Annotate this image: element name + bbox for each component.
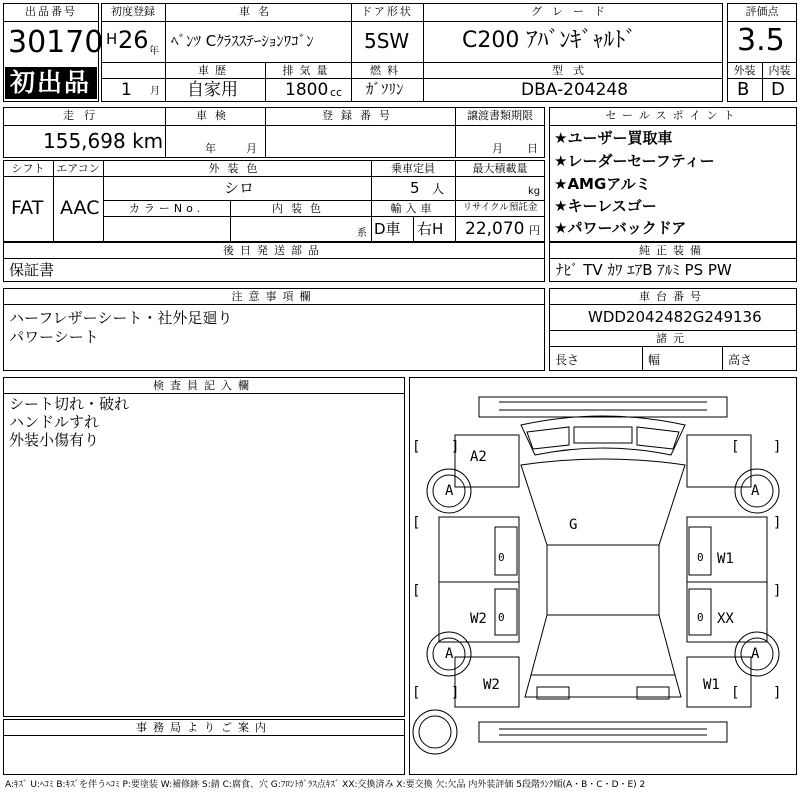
damage-mark-w1-right: W1	[717, 551, 734, 567]
genuine-equipment-label: 純正装備	[639, 244, 707, 257]
damage-mark-left-mid: 0	[498, 611, 505, 624]
car-name-label: 車名	[239, 5, 277, 18]
first-listing-text: 初出品	[10, 68, 92, 97]
damage-mark-w2-left: W2	[470, 611, 487, 627]
recycle-label: リサイクル預託金	[462, 202, 538, 213]
inspection-month-unit: 月	[246, 142, 257, 155]
inspector-label: 検査員記入欄	[153, 379, 255, 392]
capacity: 5	[410, 179, 420, 197]
reg-number-label: 登録番号	[322, 109, 398, 122]
mileage: 155,698 km	[43, 129, 164, 153]
displacement-label: 排気量	[282, 64, 334, 77]
exterior-label: 外装	[733, 64, 756, 77]
bracket-marker: [	[412, 439, 421, 455]
capacity-label: 乗車定員	[391, 162, 435, 175]
bracket-marker: ]	[451, 439, 460, 455]
notes-line: パワーシート	[9, 328, 99, 346]
damage-mark-right-mid: 0	[697, 611, 704, 624]
chassis-number: WDD2042482G249136	[588, 308, 762, 326]
reg-month: 1	[121, 80, 132, 100]
inspector-line: ハンドルすれ	[9, 413, 100, 431]
bracket-marker: ]	[773, 583, 782, 599]
interior-label: 内装	[768, 64, 791, 77]
height-label: 高さ	[728, 353, 753, 367]
transfer-day-unit: 日	[527, 142, 538, 155]
model-label: 型式	[552, 64, 594, 77]
exterior-score: B	[737, 79, 750, 100]
shift-label: シフト	[11, 162, 45, 175]
later-parts-label: 後日発送部品	[223, 244, 325, 257]
sales-point-item: ★キーレスゴー	[554, 197, 657, 215]
score: 3.5	[737, 23, 785, 58]
bracket-marker: ]	[773, 515, 782, 531]
history-label: 車歴	[198, 64, 232, 77]
reg-month-unit: 月	[150, 86, 160, 97]
model: DBA-204248	[521, 80, 629, 100]
max-load-unit: kg	[528, 186, 541, 197]
damage-mark-tire-fl: A	[445, 483, 454, 499]
genuine-equipment-value: ﾅﾋﾞ TV ｶﾜ ｴｱB ｱﾙﾐ PS PW	[556, 261, 732, 279]
transfer-label: 譲渡書類期限	[467, 109, 533, 122]
mileage-label: 走行	[63, 109, 105, 122]
reg-era: H	[106, 30, 118, 48]
bracket-marker: [	[731, 439, 740, 455]
bracket-marker: ]	[773, 685, 782, 701]
max-load-label: 最大積載量	[472, 162, 528, 175]
recycle-unit: 円	[529, 224, 540, 237]
notes-label: 注意事項欄	[231, 290, 317, 303]
recycle: 22,070	[465, 219, 525, 239]
car-name: ﾍﾞﾝﾂ Cｸﾗｽｽﾃｰｼｮﾝﾜｺﾞﾝ	[171, 32, 314, 50]
bracket-marker: [	[412, 685, 421, 701]
damage-mark-tire-fr: A	[751, 483, 760, 499]
dims-label: 諸元	[656, 332, 690, 345]
reg-year-unit: 年	[149, 46, 159, 57]
inspection-year-unit: 年	[205, 142, 216, 155]
notes-line: ハーフレザーシート・社外足廻り	[9, 309, 233, 327]
door-label: ドア形状	[361, 5, 413, 18]
damage-mark-w1-right-rear: W1	[703, 677, 720, 693]
ext-color: シロ	[224, 179, 255, 197]
displacement: 1800	[285, 80, 329, 100]
damage-mark-w2-left-rear: W2	[483, 677, 500, 693]
damage-mark-tire-rr: A	[751, 646, 760, 662]
office-label: 事務局よりご案内	[136, 721, 272, 734]
chassis-label: 車台番号	[639, 290, 707, 303]
steering: 右H	[417, 220, 444, 238]
sales-point-item: ★ユーザー買取車	[554, 129, 673, 147]
import-type: D車	[374, 220, 401, 238]
inspector-line: 外装小傷有り	[9, 431, 100, 449]
damage-mark-a2: A2	[470, 449, 487, 465]
int-color-suffix: 系	[357, 228, 367, 239]
history: 自家用	[187, 80, 238, 100]
damage-mark-glass: G	[569, 517, 578, 533]
width-label: 幅	[648, 353, 661, 367]
interior-score: D	[771, 79, 785, 100]
grade: C200 ｱﾊﾞﾝｷﾞｬﾙﾄﾞ	[462, 28, 637, 53]
bracket-marker: [	[412, 583, 421, 599]
legend: A:ｷｽﾞ U:ﾍｺﾐ B:ｷｽﾞを伴うﾍｺﾐ P:要塗装 W:補修跡 S:錆 C:腐食、穴 G:ﾌﾛﾝﾄｶﾞﾗｽ点ｷｽﾞ XX:交換済み X:要交換 欠:欠品 内外装評価 5段階ﾗﾝｸ順(A・B・C・D・E) 2	[5, 780, 646, 790]
transfer-month-unit: 月	[492, 142, 503, 155]
damage-mark-tire-rl: A	[445, 646, 454, 662]
sales-points-label: セールスポイント	[605, 109, 741, 122]
door-type: 5SW	[364, 29, 410, 53]
first-reg-label: 初度登録	[111, 5, 155, 18]
sales-point-item: ★AMGアルミ	[554, 175, 651, 193]
reg-year: 26	[118, 26, 149, 54]
color-no-label: カラーNo.	[128, 202, 205, 215]
bracket-marker: ]	[773, 439, 782, 455]
lot-number-label: 出品番号	[25, 5, 77, 18]
bracket-marker: [	[412, 515, 421, 531]
inspector-line: シート切れ・破れ	[9, 395, 130, 413]
bracket-marker: [	[731, 685, 740, 701]
fuel-label: 燃料	[370, 64, 404, 77]
ext-color-label: 外装色	[208, 162, 266, 175]
inspection-label: 車検	[196, 109, 234, 122]
damage-mark-right-front: 0	[697, 551, 704, 564]
grade-label: グレード	[531, 5, 615, 18]
damage-mark-left-front: 0	[498, 551, 505, 564]
import-label: 輸入車	[390, 202, 436, 215]
aircon: AAC	[60, 197, 100, 219]
later-parts-value: 保証書	[9, 261, 55, 279]
length-label: 長さ	[555, 353, 580, 367]
sales-point-item: ★レーダーセーフティー	[554, 152, 715, 170]
score-label: 評価点	[745, 5, 779, 18]
shift: FAT	[11, 197, 44, 219]
bracket-marker: ]	[451, 685, 460, 701]
car-outline	[409, 377, 797, 775]
capacity-unit: 人	[432, 182, 445, 196]
fuel: ｶﾞｿﾘﾝ	[366, 80, 404, 98]
damage-mark-xx-right: XX	[717, 611, 734, 627]
lot-number: 30170	[8, 25, 104, 60]
sales-point-item: ★パワーバックドア	[554, 219, 687, 237]
int-color-label: 内装色	[272, 202, 329, 215]
aircon-label: エアコン	[56, 162, 100, 175]
displacement-unit: cc	[330, 86, 343, 99]
